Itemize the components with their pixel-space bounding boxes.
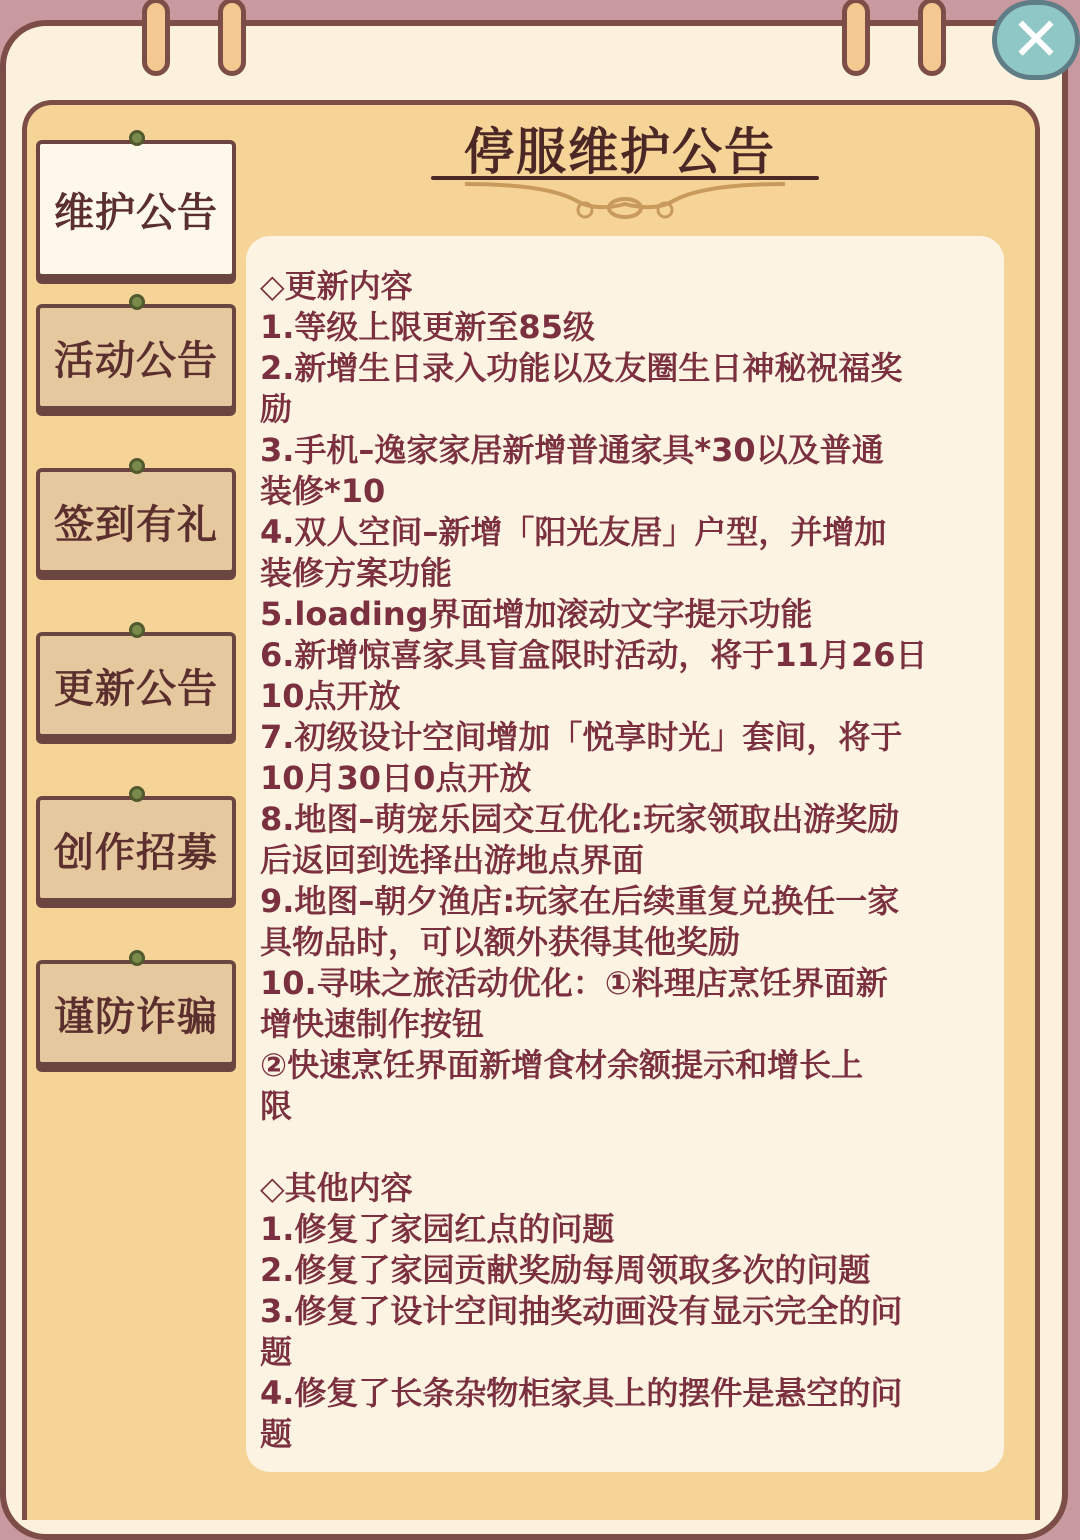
notice-line: ②快速烹饪界面新增食材余额提示和增长上	[260, 1046, 864, 1084]
notice-line: 8.地图–萌宠乐园交互优化:玩家领取出游奖励	[260, 800, 900, 838]
notice-content	[246, 236, 1004, 1472]
page-title: 停服维护公告	[464, 123, 776, 181]
notice-line: 1.修复了家园红点的问题	[260, 1210, 615, 1248]
notice-line: 9.地图–朝夕渔店:玩家在后续重复兑换任一家	[260, 882, 900, 920]
notice-line: 增快速制作按钮	[260, 1005, 485, 1043]
notice-line: 2.新增生日录入功能以及友圈生日神秘祝福奖	[260, 349, 903, 387]
notice-line: 3.手机–逸家家居新增普通家具*30以及普通	[260, 431, 884, 469]
notice-line: ◇更新内容	[260, 267, 413, 305]
notice-line: 装修*10	[260, 472, 386, 510]
notice-line: 具物品时，可以额外获得其他奖励	[260, 923, 741, 961]
binder-ring	[918, 0, 946, 76]
notice-line	[260, 1127, 996, 1168]
binder-ring	[142, 0, 170, 76]
notice-line: 后返回到选择出游地点界面	[260, 841, 645, 879]
notice-line: 3.修复了设计空间抽奖动画没有显示完全的问	[260, 1292, 903, 1330]
notice-line: 5.loading界面增加滚动文字提示功能	[260, 595, 813, 633]
pin-icon	[129, 458, 145, 474]
tab-creator-recruit[interactable]	[36, 796, 236, 902]
notice-line: 1.等级上限更新至85级	[260, 308, 595, 346]
title-ornament-icon	[425, 170, 825, 226]
notice-line: 题	[260, 1333, 293, 1371]
notice-line: 限	[260, 1087, 293, 1125]
tab-label: 谨防诈骗	[54, 993, 218, 1040]
tab-maintenance-notice[interactable]	[36, 140, 236, 278]
notice-line: 2.修复了家园贡献奖励每周领取多次的问题	[260, 1251, 871, 1289]
pin-icon	[129, 950, 145, 966]
tab-label: 更新公告	[54, 665, 218, 712]
notice-line: 题	[260, 1415, 293, 1453]
notice-line: 4.修复了长条杂物柜家具上的摆件是悬空的问	[260, 1374, 903, 1412]
tab-fraud-warning[interactable]	[36, 960, 236, 1066]
tab-event-notice[interactable]	[36, 304, 236, 410]
close-button[interactable]	[992, 0, 1080, 80]
binder-ring	[842, 0, 870, 76]
tab-label: 活动公告	[54, 337, 218, 384]
tab-update-notice[interactable]	[36, 632, 236, 738]
close-x-icon: ✕	[1010, 5, 1062, 75]
notice-line: 4.双人空间–新增「阳光友居」户型，并增加	[260, 513, 887, 551]
pin-icon	[129, 622, 145, 638]
notice-line: 10点开放	[260, 677, 401, 715]
tab-label: 维护公告	[54, 189, 218, 236]
notice-line: ◇其他内容	[260, 1169, 413, 1207]
notice-line: 10.寻味之旅活动优化：①料理店烹饪界面新	[260, 964, 888, 1002]
tab-label: 创作招募	[54, 829, 218, 876]
notice-line: 装修方案功能	[260, 554, 453, 592]
notice-line: 7.初级设计空间增加「悦享时光」套间，将于	[260, 718, 903, 756]
binder-ring	[218, 0, 246, 76]
tab-label: 签到有礼	[54, 501, 218, 548]
notice-line: 励	[260, 390, 293, 428]
pin-icon	[129, 786, 145, 802]
tab-checkin-gift[interactable]	[36, 468, 236, 574]
notice-line: 10月30日0点开放	[260, 759, 532, 797]
pin-icon	[129, 130, 145, 146]
pin-icon	[129, 294, 145, 310]
notice-line: 6.新增惊喜家具盲盒限时活动，将于11月26日	[260, 636, 928, 674]
